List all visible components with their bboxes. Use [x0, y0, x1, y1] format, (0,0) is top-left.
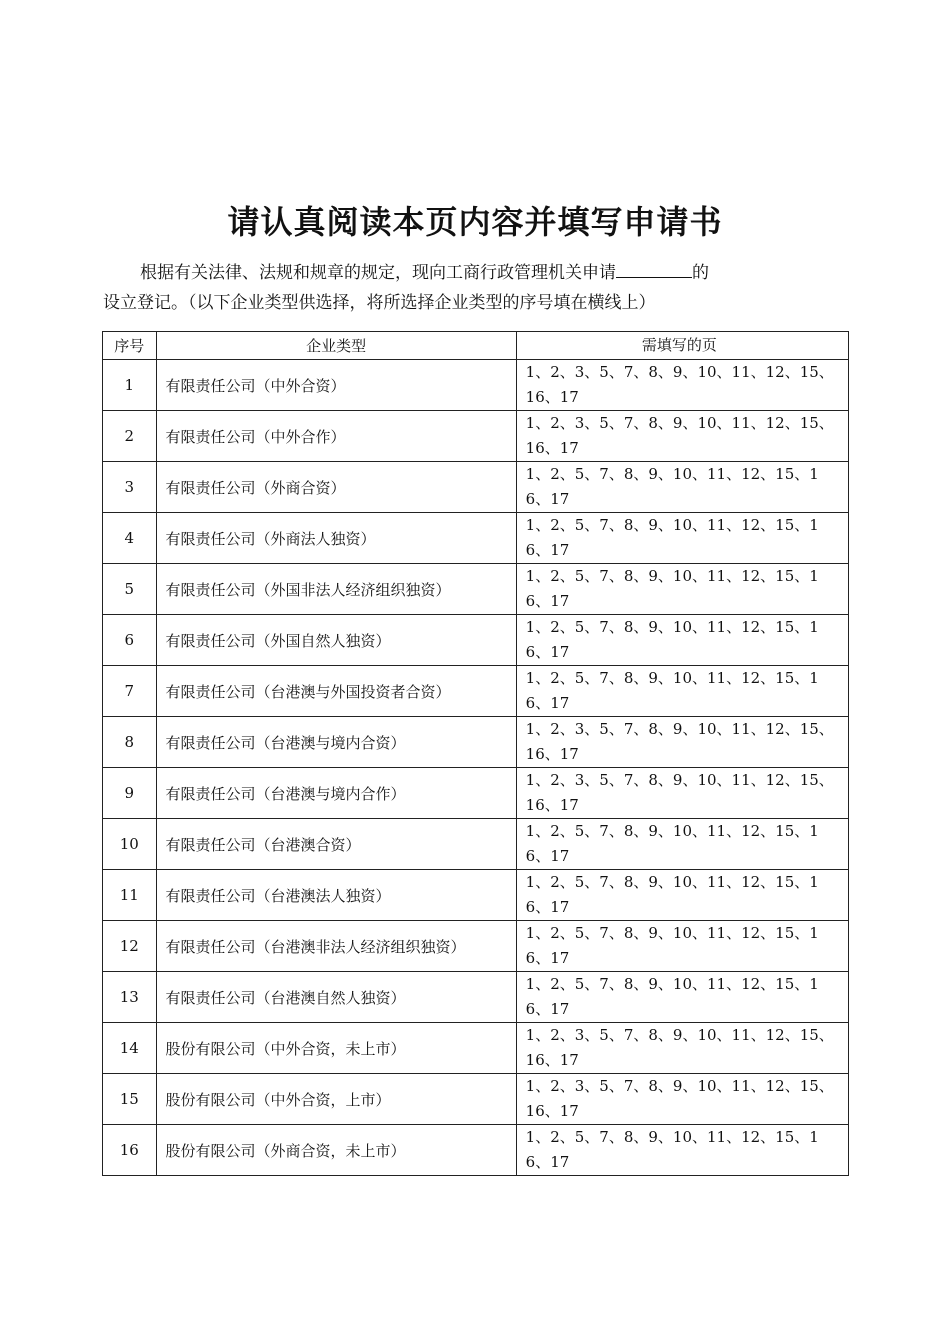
row-enterprise-type: 有限责任公司（台港澳与境内合作）: [156, 768, 516, 819]
table-row: [103, 666, 849, 717]
row-pages: 1、2、5、7、8、9、10、11、12、15、16、17: [516, 462, 848, 513]
header-number: 序号: [103, 332, 157, 360]
row-number: 12: [103, 921, 157, 972]
header-enterprise-type: 企业类型: [156, 332, 516, 360]
row-number: 4: [103, 513, 157, 564]
table-row: [103, 411, 849, 462]
row-number: 13: [103, 972, 157, 1023]
row-number: 10: [103, 819, 157, 870]
row-enterprise-type: 有限责任公司（台港澳合资）: [156, 819, 516, 870]
page-title: 请认真阅读本页内容并填写申请书: [227, 203, 723, 241]
row-number: 8: [103, 717, 157, 768]
intro-line-1: [103, 258, 863, 288]
row-number: 14: [103, 1023, 157, 1074]
row-pages: 1、2、3、5、7、8、9、10、11、12、15、16、17: [516, 1074, 848, 1125]
intro-paragraph: [103, 258, 863, 318]
enterprise-type-table: [102, 331, 849, 1176]
table-row: [103, 360, 849, 411]
intro-text-before-blank: 根据有关法律、法规和规章的规定，现向工商行政管理机关申请: [140, 263, 616, 283]
row-number: 9: [103, 768, 157, 819]
table-row: [103, 972, 849, 1023]
table-row: [103, 921, 849, 972]
row-pages: 1、2、5、7、8、9、10、11、12、15、16、17: [516, 513, 848, 564]
row-pages: 1、2、3、5、7、8、9、10、11、12、15、16、17: [516, 411, 848, 462]
row-pages: 1、2、3、5、7、8、9、10、11、12、15、16、17: [516, 1023, 848, 1074]
row-pages: 1、2、5、7、8、9、10、11、12、15、16、17: [516, 564, 848, 615]
table-row: [103, 870, 849, 921]
row-enterprise-type: 有限责任公司（外商合资）: [156, 462, 516, 513]
row-enterprise-type: 有限责任公司（台港澳法人独资）: [156, 870, 516, 921]
row-enterprise-type: 股份有限公司（中外合资，上市）: [156, 1074, 516, 1125]
row-enterprise-type: 有限责任公司（台港澳非法人经济组织独资）: [156, 921, 516, 972]
row-number: 1: [103, 360, 157, 411]
row-pages: 1、2、3、5、7、8、9、10、11、12、15、16、17: [516, 768, 848, 819]
table-row: [103, 819, 849, 870]
row-enterprise-type: 有限责任公司（台港澳自然人独资）: [156, 972, 516, 1023]
row-pages: 1、2、5、7、8、9、10、11、12、15、16、17: [516, 615, 848, 666]
row-number: 11: [103, 870, 157, 921]
table-row: [103, 717, 849, 768]
table-row: [103, 768, 849, 819]
row-enterprise-type: 有限责任公司（台港澳与境内合资）: [156, 717, 516, 768]
row-enterprise-type: 有限责任公司（外商法人独资）: [156, 513, 516, 564]
row-enterprise-type: 有限责任公司（中外合作）: [156, 411, 516, 462]
row-enterprise-type: 有限责任公司（外国非法人经济组织独资）: [156, 564, 516, 615]
table-row: [103, 1023, 849, 1074]
table-row: [103, 462, 849, 513]
row-pages: 1、2、5、7、8、9、10、11、12、15、16、17: [516, 870, 848, 921]
row-number: 15: [103, 1074, 157, 1125]
table-row: [103, 1074, 849, 1125]
row-pages: 1、2、5、7、8、9、10、11、12、15、16、17: [516, 921, 848, 972]
row-number: 5: [103, 564, 157, 615]
row-enterprise-type: 股份有限公司（中外合资，未上市）: [156, 1023, 516, 1074]
row-pages: 1、2、5、7、8、9、10、11、12、15、16、17: [516, 819, 848, 870]
row-enterprise-type: 股份有限公司（外商合资，未上市）: [156, 1125, 516, 1176]
intro-line-2: 设立登记。（以下企业类型供选择，将所选择企业类型的序号填在横线上）: [103, 293, 656, 313]
row-pages: 1、2、5、7、8、9、10、11、12、15、16、17: [516, 1125, 848, 1176]
table-row: [103, 564, 849, 615]
row-number: 7: [103, 666, 157, 717]
row-pages: 1、2、5、7、8、9、10、11、12、15、16、17: [516, 972, 848, 1023]
row-enterprise-type: 有限责任公司（中外合资）: [156, 360, 516, 411]
enterprise-type-blank[interactable]: [616, 259, 692, 278]
row-pages: 1、2、3、5、7、8、9、10、11、12、15、16、17: [516, 360, 848, 411]
row-enterprise-type: 有限责任公司（台港澳与外国投资者合资）: [156, 666, 516, 717]
row-enterprise-type: 有限责任公司（外国自然人独资）: [156, 615, 516, 666]
row-pages: 1、2、3、5、7、8、9、10、11、12、15、16、17: [516, 717, 848, 768]
row-number: 6: [103, 615, 157, 666]
table-row: [103, 615, 849, 666]
table-row: [103, 513, 849, 564]
table-row: [103, 1125, 849, 1176]
row-number: 16: [103, 1125, 157, 1176]
intro-text-after-blank: 的: [692, 263, 709, 283]
row-number: 3: [103, 462, 157, 513]
row-number: 2: [103, 411, 157, 462]
table-header-row: [103, 332, 849, 360]
header-pages: 需填写的页: [516, 332, 848, 360]
row-pages: 1、2、5、7、8、9、10、11、12、15、16、17: [516, 666, 848, 717]
